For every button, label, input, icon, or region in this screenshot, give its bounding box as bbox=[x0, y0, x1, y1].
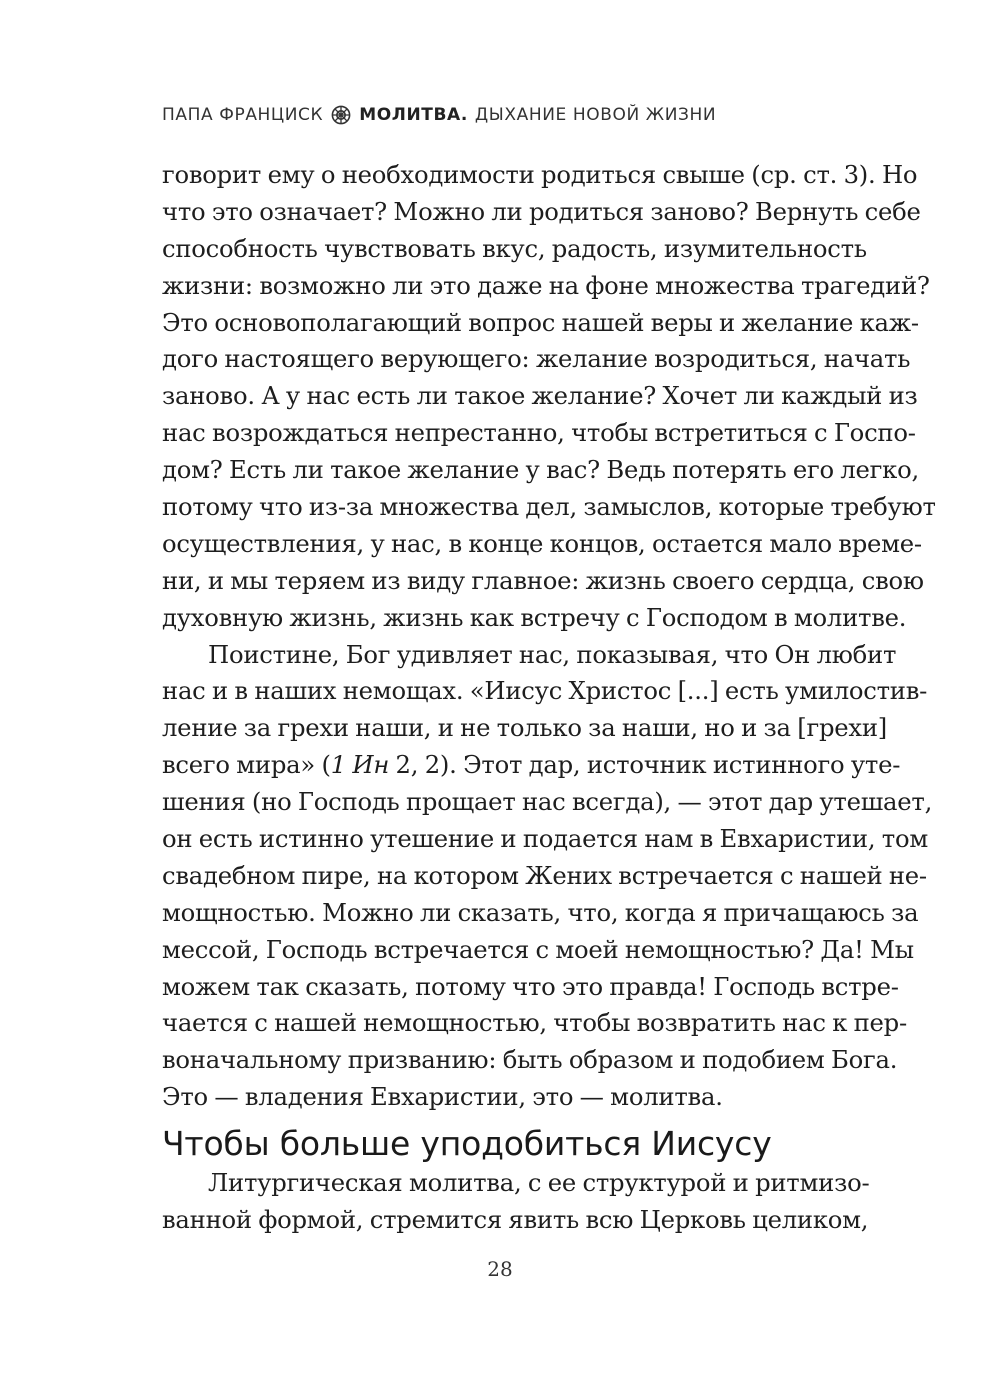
text-line: говорит ему о необходимости родиться свыше (ср. ст. 3). Но bbox=[162, 160, 918, 189]
celtic-knot-ornament-icon bbox=[331, 105, 351, 125]
text-line: Это основополагающий вопрос нашей веры и желание каж- bbox=[162, 307, 919, 337]
page-number: 28 bbox=[487, 1257, 513, 1281]
text-line: шения (но Господь прощает нас всегда), — этот дар утешает, bbox=[162, 787, 933, 817]
text-line: чается с нашей немощностью, чтобы возвратить нас к пер- bbox=[162, 1008, 907, 1038]
text-line: можем так сказать, потому что это правда! Господь встре- bbox=[162, 971, 899, 1001]
text-line: дом? Есть ли такое желание у вас? Ведь потерять его легко, bbox=[162, 455, 919, 485]
running-header bbox=[162, 102, 716, 128]
text-line: он есть истинно утешение и подается нам в Евхаристии, том bbox=[162, 824, 928, 854]
paragraph-3 bbox=[162, 1165, 870, 1239]
header-author: ПАПА ФРАНЦИСК bbox=[162, 105, 324, 125]
text-line: мессой, Господь встречается с моей немощностью? Да! Мы bbox=[162, 934, 914, 964]
text-line: духовную жизнь, жизнь как встречу с Господом в молитве. bbox=[162, 602, 907, 632]
text-line: осуществления, у нас, в конце концов, остается мало време- bbox=[162, 528, 922, 558]
header-book-title: МОЛИТВА. bbox=[359, 105, 468, 125]
text-line: свадебном пире, на котором Жених встречается с нашей не- bbox=[162, 860, 927, 890]
text-line: способность чувствовать вкус, радость, изумительность bbox=[162, 233, 867, 263]
text-line: Это — владения Евхаристии, это — молитва. bbox=[162, 1082, 723, 1112]
text-line: что это означает? Можно ли родиться заново? Вернуть себе bbox=[162, 196, 921, 226]
text-line: ление за грехи наши, и не только за наши, но и за [грехи] bbox=[162, 713, 887, 743]
text-line-with-citation bbox=[162, 747, 901, 784]
text-line: ванной формой, стремится явить всю Церковь целиком, bbox=[162, 1204, 869, 1234]
header-book-subtitle: ДЫХАНИЕ НОВОЙ ЖИЗНИ bbox=[474, 105, 717, 125]
text-line: нас возрождаться непрестанно, чтобы встретиться с Госпо- bbox=[162, 418, 916, 448]
text-line: потому что из-за множества дел, замыслов, которые требуют bbox=[162, 492, 936, 522]
bible-citation: 1 Ин bbox=[330, 750, 390, 780]
text-line: жизни: возможно ли это даже на фоне множества трагедий? bbox=[162, 270, 930, 300]
text-line: Литургическая молитва, с ее структурой и ритмизо- bbox=[208, 1168, 870, 1197]
section-heading: Чтобы больше уподобиться Иисусу bbox=[162, 1124, 772, 1164]
text-fragment: всего мира» ( bbox=[162, 750, 331, 780]
text-line: нас и в наших немощах. «Иисус Христос [...] есть умилостив- bbox=[162, 676, 928, 706]
text-line: Поистине, Бог удивляет нас, показывая, что Он любит bbox=[208, 639, 897, 669]
text-line: заново. А у нас есть ли такое желание? Хочет ли каждый из bbox=[162, 381, 918, 411]
text-line: дого настоящего верующего: желание возродиться, начать bbox=[162, 344, 911, 374]
text-line: ни, и мы теряем из виду главное: жизнь своего сердца, свою bbox=[162, 565, 924, 595]
paragraph-1 bbox=[162, 157, 936, 1116]
text-fragment: 2, 2). Этот дар, источник истинного уте- bbox=[389, 750, 901, 780]
text-line: мощностью. Можно ли сказать, что, когда я причащаюсь за bbox=[162, 897, 919, 927]
text-line: воначальному призванию: быть образом и подобием Бога. bbox=[162, 1045, 898, 1075]
